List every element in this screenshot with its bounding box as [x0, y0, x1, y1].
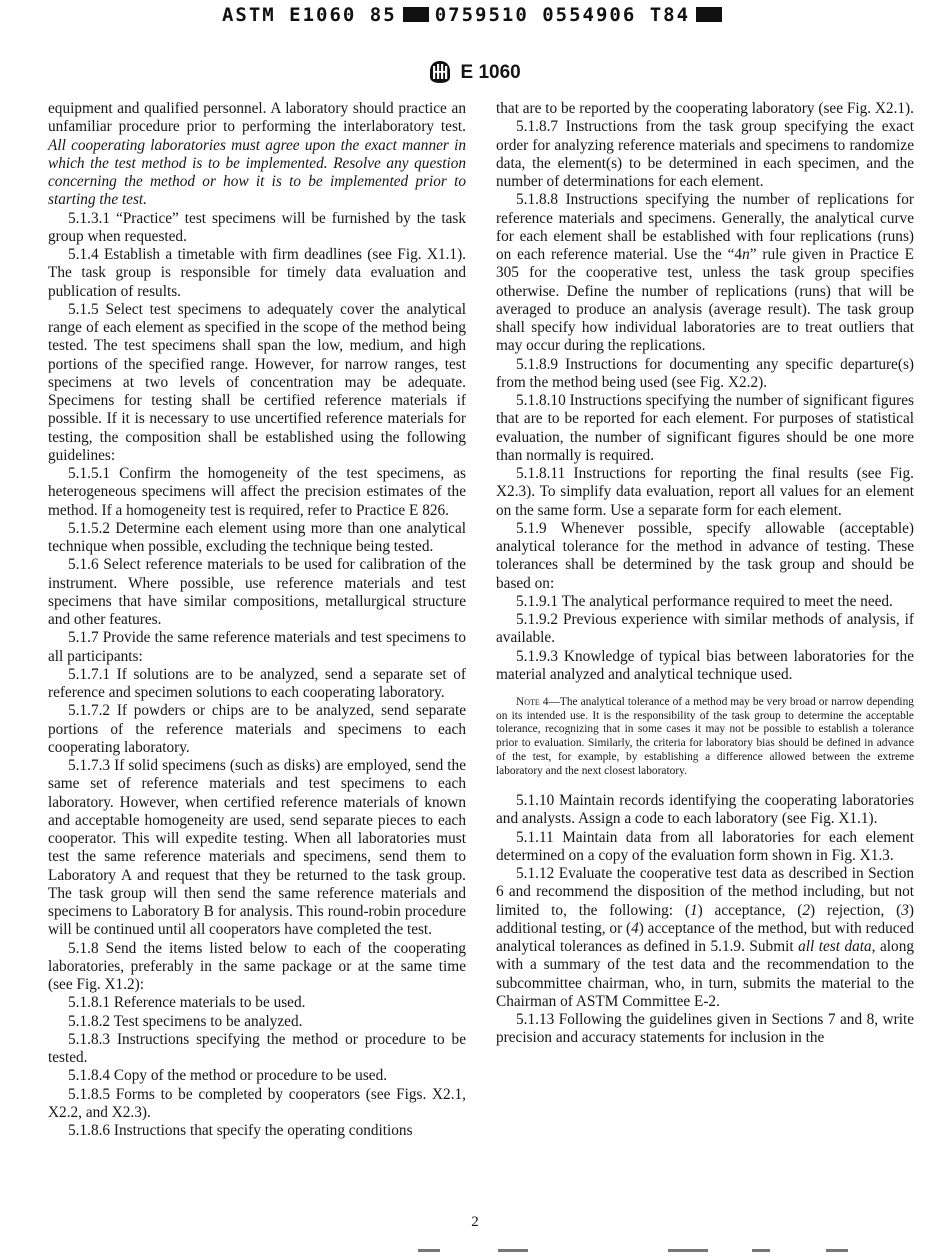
astm-logo-icon	[429, 60, 451, 84]
body-paragraph	[48, 994, 466, 1012]
page-number: 2	[471, 1214, 479, 1230]
body-paragraph	[496, 593, 914, 611]
text-run: 5.1.9 Whenever possible, specify allowable (acceptable) analytical tolerance for the method in advance of testing. These tolerances shall be determined by the task group and should be based on:	[496, 519, 914, 592]
italic-text: n	[742, 246, 750, 263]
body-paragraph	[496, 100, 914, 118]
italic-text: 4	[631, 919, 639, 937]
text-run: equipment and qualified personnel. A laboratory should practice an unfamiliar procedure prior to performing the interlaboratory test.	[48, 100, 466, 136]
body-paragraph	[48, 702, 466, 757]
body-paragraph	[496, 392, 914, 465]
body-paragraph	[48, 1013, 466, 1031]
scan-mark	[668, 1249, 708, 1252]
text-run: 5.1.8.10 Instructions specifying the number of significant figures that are to be reported for each element. For purposes of statistical evaluation, the number of significant figures should be one more than normally is required.	[496, 392, 914, 464]
body-paragraph	[48, 520, 466, 557]
text-run: ) additional testing, or (	[496, 901, 915, 937]
note-paragraph	[496, 696, 914, 778]
body-paragraph	[48, 940, 466, 995]
text-run: 5.1.8.9 Instructions for documenting any specific departure(s) from the method being used (see Fig. X2.2).	[496, 355, 914, 391]
text-run: ” rule given in Practice E 305 for the cooperative test, unless the task group specifies otherwise. Define the number of replications (runs) that will be averaged to produce an analysis (average result). The task group shall specify how individual laboratories are to treat outliers that may occur during the replications.	[496, 246, 914, 355]
note-label: Note 4	[516, 696, 549, 708]
text-run: 5.1.5 Select test specimens to adequately cover the analytical range of each element as specified in the scope of the method being tested. The test specimens shall span the low, medium, and high portions of the specified range. However, for narrow ranges, test specimens at two levels of concentration may be adequate. Specimens for testing shall be certified reference materials if possible. If it is necessary to use uncertified reference materials for testing, the composition shall be established using the following guidelines:	[48, 300, 466, 464]
text-run: 5.1.7 Provide the same reference materials and test specimens to all participants:	[48, 629, 466, 665]
body-paragraph	[496, 648, 914, 685]
text-run: 5.1.8.3 Instructions specifying the method or procedure to be tested.	[48, 1030, 466, 1066]
text-run: 5.1.8.4 Copy of the method or procedure to be used.	[68, 1067, 388, 1085]
body-paragraph	[48, 1031, 466, 1068]
text-run: ) acceptance, (	[697, 901, 803, 919]
standard-header	[0, 60, 950, 84]
body-paragraph	[496, 191, 914, 355]
left-column	[48, 100, 466, 1140]
text-run: 5.1.6 Select reference materials to be used for calibration of the instrument. Where possible, use reference materials and test specimens that have similar compositions, metallurgical structure and other features.	[48, 556, 466, 628]
text-run: —The analytical tolerance of a method may be very broad or narrow depending on its intended use. It is the responsibility of the task group to determine the acceptable tolerance, recognizing that in some cases it may not be possible to establish a tolerance prior to evaluation. Similarly, the criteria for laboratory bias should be defined in advance of the test, for example, by establishing a difference allowed between the extreme laboratory and the next closest laboratory.	[496, 696, 914, 777]
text-run: 5.1.11 Maintain data from all laboratories for each element determined on a copy of the evaluation form shown in Fig. X1.3.	[496, 828, 914, 864]
text-run: 5.1.8 Send the items listed below to each of the cooperating laboratories, preferably in the same package or at the same time (see Fig. X1.2):	[48, 939, 466, 993]
text-run: 5.1.7.3 If solid specimens (such as disks) are employed, send the same set of reference materials and test specimens to each laboratory. However, when certified reference materials of known and acceptable homogeneity are used, send separate pieces to each cooperator. This will expedite testing. When all laboratories must test the same reference materials and specimens, send them to Laboratory A and request that they be returned to the task group. The task group will then send the same reference materials and specimens to Laboratory B for analysis. This round-robin procedure will be continued until all cooperators have completed the test.	[48, 757, 466, 939]
scan-mark	[498, 1249, 528, 1252]
text-run: 5.1.9.3 Knowledge of typical bias between laboratories for the material analyzed and analytical technique used.	[496, 647, 914, 683]
body-paragraph	[496, 865, 914, 1011]
italic-text: All cooperating laboratories must agree upon the exact manner in which the test method is to be implemented. Resolve any question concerning the method or how it is to be implemented prior to starting the test.	[48, 136, 466, 209]
text-run: ) acceptance of the method, but with reduced analytical tolerances as defined in 5.1.9. Submit	[496, 919, 914, 956]
italic-text: 3	[901, 901, 909, 919]
scan-mark	[752, 1249, 770, 1252]
text-run: ) rejection, (	[810, 901, 902, 919]
body-paragraph	[496, 520, 914, 593]
running-head-left: ASTM E1060 85	[221, 4, 397, 26]
text-run: 5.1.5.1 Confirm the homogeneity of the test specimens, as heterogeneous specimens will affect the precision estimates of the method. If a homogeneity test is required, refer to Practice E 826.	[48, 465, 466, 519]
body-paragraph	[496, 829, 914, 866]
designation: E 1060	[460, 62, 521, 83]
body-paragraph	[48, 465, 466, 520]
body-paragraph	[48, 210, 466, 247]
body-paragraph	[48, 556, 466, 629]
text-run: 5.1.8.8 Instructions specifying the number of replications for reference materials and specimens. Generally, the analytical curve for each element shall be established with four replications (runs) on each reference material. Use the “4	[496, 191, 914, 263]
text-run: 5.1.3.1 “Practice” test specimens will be furnished by the task group when requested.	[48, 209, 466, 245]
text-run: along with a summary of the test data and the recommendation to the subcommittee chairman, who, in turn, submits the material to the Chairman of ASTM Committee E-2.	[496, 938, 915, 1010]
text-run: 5.1.9.2 Previous experience with similar methods of analysis, if available.	[496, 611, 914, 647]
body-paragraph	[48, 757, 466, 940]
body-paragraph	[496, 1011, 914, 1048]
right-column	[496, 100, 914, 1048]
body-paragraph	[48, 100, 466, 210]
redaction-block	[403, 7, 429, 22]
body-paragraph	[48, 1067, 466, 1085]
italic-text: 2	[802, 901, 811, 919]
body-paragraph	[496, 356, 914, 393]
body-paragraph	[48, 629, 466, 666]
scan-mark	[826, 1249, 848, 1252]
redaction-block	[696, 7, 722, 22]
text-run: 5.1.10 Maintain records identifying the cooperating laboratories and analysts. Assign a code to each laboratory (see Fig. X1.1).	[496, 792, 914, 828]
body-paragraph	[48, 1086, 466, 1123]
body-paragraph	[496, 792, 914, 829]
running-head	[0, 4, 950, 26]
body-paragraph	[496, 118, 914, 191]
text-run: 5.1.4 Establish a timetable with firm deadlines (see Fig. X1.1). The task group is responsible for timely data evaluation and publication of results.	[48, 246, 466, 300]
scan-mark	[418, 1249, 440, 1252]
body-paragraph	[496, 465, 914, 520]
body-paragraph	[48, 1122, 466, 1140]
text-run: 5.1.7.2 If powders or chips are to be analyzed, send separate portions of the reference materials and specimens to each cooperating laboratory.	[48, 702, 466, 756]
text-run: 5.1.8.11 Instructions for reporting the final results (see Fig. X2.3). To simplify data evaluation, report all values for an element on the same form. Use a separate form for each element.	[496, 465, 914, 519]
body-paragraph	[48, 666, 466, 703]
text-run: 5.1.12 Evaluate the cooperative test data as described in Section 6 and recommend the disposition of the method including, but not limited to, the following: (	[496, 865, 914, 919]
body-paragraph	[48, 301, 466, 465]
body-paragraph	[496, 611, 914, 648]
italic-text: 1	[689, 901, 698, 919]
text-run: 5.1.8.5 Forms to be completed by cooperators (see Figs. X2.1, X2.2, and X2.3).	[48, 1085, 466, 1121]
text-run: 5.1.7.1 If solutions are to be analyzed, send a separate set of reference and specimen solutions to each cooperating laboratory.	[48, 665, 466, 701]
running-head-right: 0759510 0554906 T84	[434, 4, 691, 26]
text-run: that are to be reported by the cooperating laboratory (see Fig. X2.1).	[496, 100, 914, 117]
text-run: 5.1.5.2 Determine each element using more than one analytical technique when possible, excluding the technique being tested.	[48, 519, 466, 555]
text-run: 5.1.8.2 Test specimens to be analyzed.	[68, 1012, 303, 1030]
italic-text: all test data,	[798, 938, 876, 956]
body-paragraph	[48, 246, 466, 301]
text-run: 5.1.13 Following the guidelines given in Sections 7 and 8, write precision and accuracy statements for inclusion in the	[496, 1011, 914, 1047]
text-run: 5.1.8.7 Instructions from the task group specifying the exact order for analyzing reference materials and specimens to randomize data, the element(s) to be determined in each specimen, and the number of determinations for each element.	[496, 118, 914, 190]
text-run: 5.1.9.1 The analytical performance required to meet the need.	[516, 592, 893, 610]
text-run: 5.1.8.1 Reference materials to be used.	[68, 994, 306, 1012]
text-run: 5.1.8.6 Instructions that specify the operating conditions	[68, 1122, 413, 1139]
